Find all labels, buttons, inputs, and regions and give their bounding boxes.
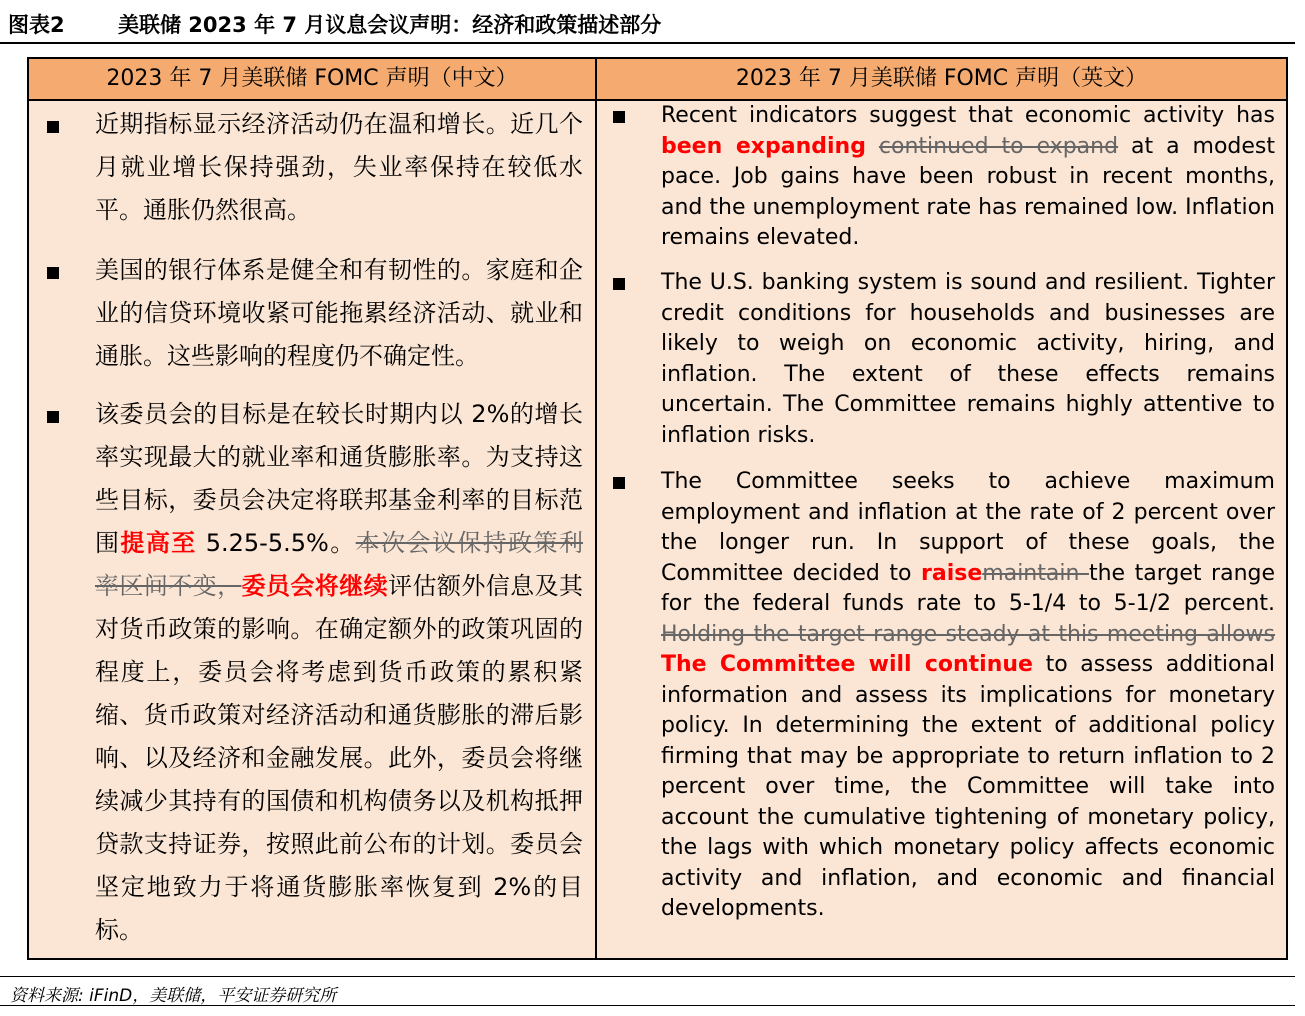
en-p3-highlight-continue: The Committee will continue bbox=[661, 652, 1033, 677]
header-chinese: 2023 年 7 月美联储 FOMC 声明（中文） bbox=[106, 66, 518, 91]
cn-p3-text-b: 5.25-5.5%。 bbox=[196, 529, 356, 557]
en-p1-text-a: Recent indicators suggest that economic activity has bbox=[661, 103, 1275, 128]
fomc-statement-table bbox=[27, 57, 1288, 960]
en-paragraph-3-text bbox=[661, 467, 1275, 925]
figure-label: 图表2 bbox=[8, 13, 65, 37]
bullet-icon bbox=[47, 121, 59, 133]
cn-paragraph-3-text bbox=[95, 393, 583, 952]
en-paragraph-1-text bbox=[661, 101, 1275, 254]
figure-title: 美联储 2023 年 7 月议息会议声明：经济和政策描述部分 bbox=[118, 13, 662, 37]
en-p1-deleted-text: continued to expand bbox=[878, 133, 1119, 159]
en-p3-text-b: the target range for the federal funds rate to 5-1/4 to 5-1/2 percent. bbox=[661, 560, 1276, 616]
bullet-icon bbox=[47, 411, 59, 423]
figure-header bbox=[0, 0, 1295, 44]
en-p3-text-c: to assess additional information and assess its implications for monetary policy. In determining the extent of additional policy firming that may be appropriate to return inflation to 2 percent over time, the Committee will take into account the cumulative tightening of monetary policy, the lags with which monetary policy affects economic activity and inflation, and economic and financial developments. bbox=[661, 652, 1275, 921]
bullet-icon bbox=[613, 278, 625, 290]
cn-p3-highlight-raise: 提高至 bbox=[120, 529, 197, 557]
table-header-row bbox=[29, 59, 1286, 101]
header-english: 2023 年 7 月美联储 FOMC 声明（英文） bbox=[735, 66, 1148, 91]
bullet-icon bbox=[613, 111, 625, 123]
en-p1-highlight: been expanding bbox=[661, 133, 866, 159]
en-p3-highlight-raise: raise bbox=[921, 560, 983, 586]
cn-paragraph-1-text: 近期指标显示经济活动仍在温和增长。近几个月就业增长保持强劲，失业率保持在较低水平。通胀仍然很高。 bbox=[95, 110, 583, 224]
cn-p3-deleted-text: 本次会议保持政策利率区间不变， bbox=[95, 529, 584, 600]
bullet-icon bbox=[47, 267, 59, 279]
cn-paragraph-2-text: 美国的银行体系是健全和有韧性的。家庭和企业的信贷环境收紧可能拖累经济活动、就业和通胀。这些影响的程度仍不确定性。 bbox=[95, 256, 583, 370]
chinese-column bbox=[29, 101, 595, 958]
en-p3-text-a: The Committee seeks to achieve maximum employment and inflation at the rate of 2 percent over the longer run. In support of these goals, the Committee decided to bbox=[661, 469, 1275, 586]
cn-p3-highlight-continue: 委员会将继续 bbox=[241, 572, 389, 600]
cn-p3-text-c: 评估额外信息及其对货币政策的影响。在确定额外的政策巩固的程度上，委员会将考虑到货币政策的累积紧缩、货币政策对经济活动和通货膨胀的滞后影响、以及经济和金融发展。此外，委员会将继续减少其持有的国债和机构债务以及机构抵押贷款支持证券，按照此前公布的计划。委员会坚定地致力于将通货膨胀率恢复到 2%的目标。 bbox=[95, 572, 584, 944]
en-p3-deleted-maintain: maintain bbox=[982, 560, 1089, 586]
en-paragraph-2-text: The U.S. banking system is sound and resilient. Tighter credit conditions for households and businesses are likely to weigh on economic activity, hiring, and inflation. The extent of these effects remains uncertain. The Committee remains highly attentive to inflation risks. bbox=[661, 270, 1275, 448]
source-text: 资料来源: iFinD，美联储，平安证券研究所 bbox=[10, 986, 337, 1006]
figure-source bbox=[0, 976, 1295, 1006]
en-p1-text-b: at a modest pace. Job gains have been robust in recent months, and the unemployment rate has remained low. Inflation remains elevated. bbox=[661, 133, 1276, 250]
en-p3-deleted-holding: Holding the target range steady at this meeting allows bbox=[661, 621, 1275, 647]
bullet-icon bbox=[613, 477, 625, 489]
english-column bbox=[597, 101, 1286, 958]
cn-p3-text-a: 该委员会的目标是在较长时期内以 2%的增长率实现最大的就业率和通货膨胀率。为支持这些目标，委员会决定将联邦基金利率的目标范围 bbox=[95, 400, 583, 557]
